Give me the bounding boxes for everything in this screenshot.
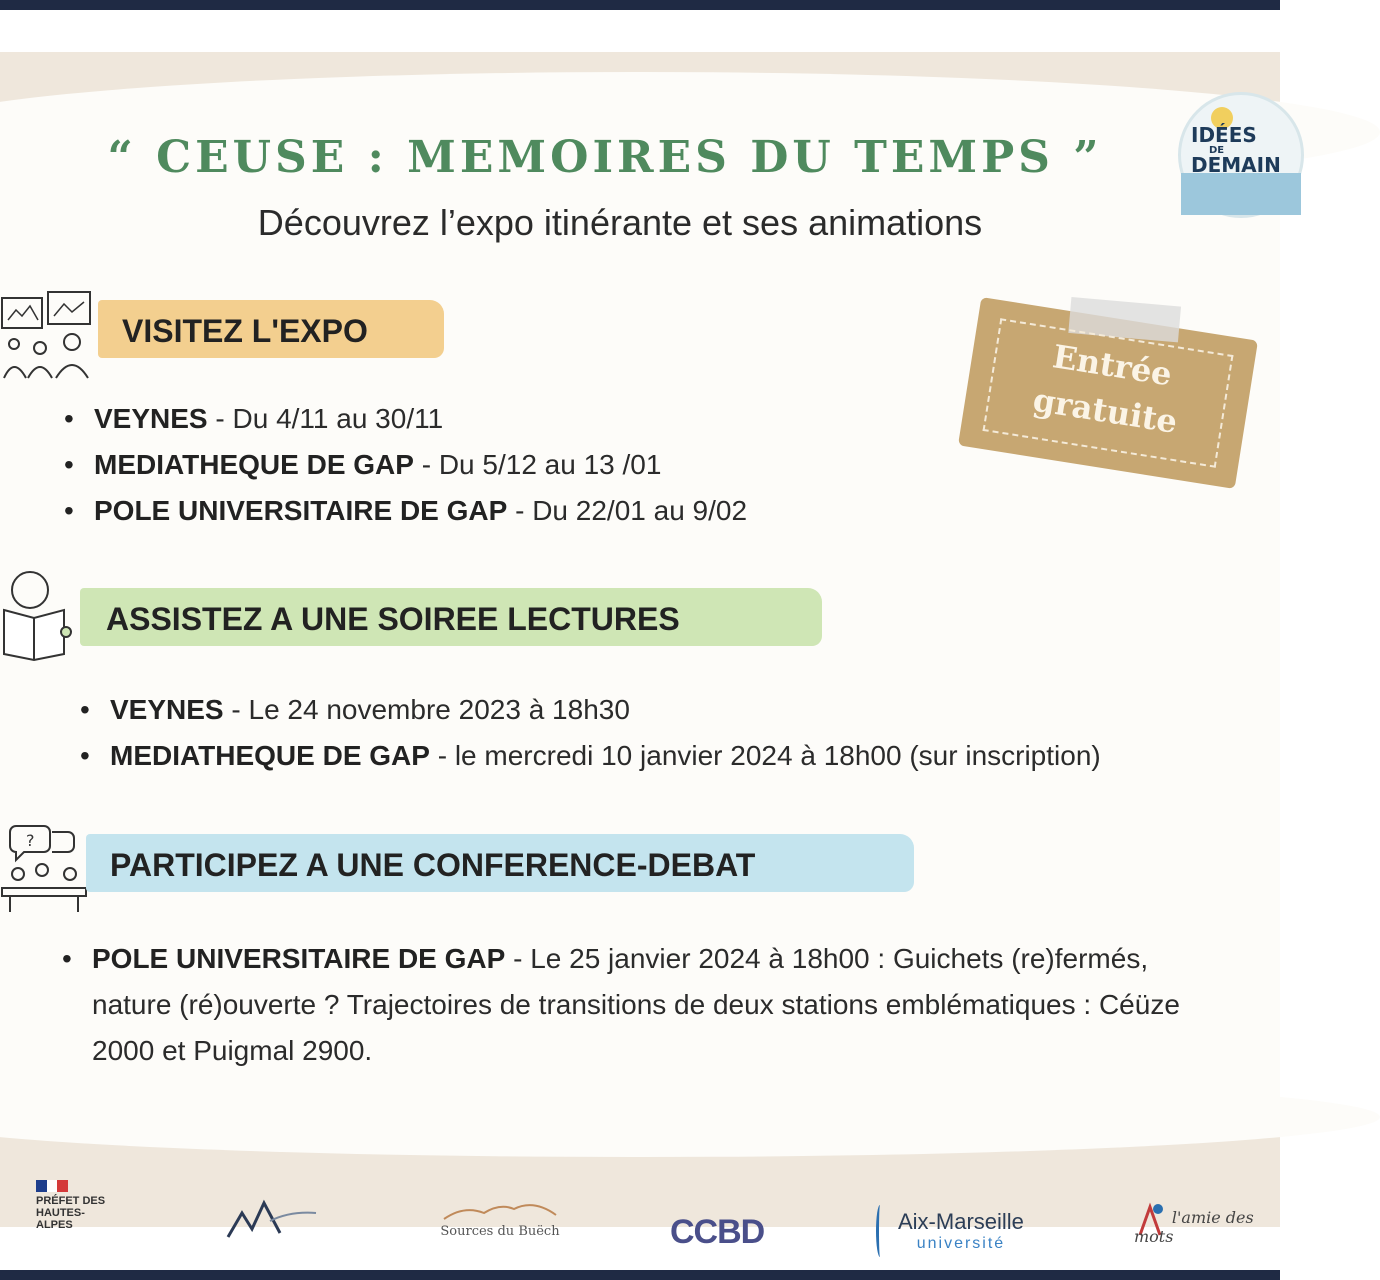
logo-line-2: DE bbox=[1209, 145, 1225, 156]
discussion-group-icon bbox=[0, 822, 90, 919]
logo-line-1: IDÉES bbox=[1191, 123, 1257, 147]
list-item-detail: - Du 5/12 au 13 /01 bbox=[413, 449, 662, 480]
list-item bbox=[64, 488, 944, 534]
list-item-place: MEDIATHEQUE DE GAP bbox=[94, 449, 414, 480]
expo-list bbox=[64, 396, 944, 534]
amie-des-mots-logo bbox=[1134, 1201, 1254, 1260]
logo-sky bbox=[1181, 173, 1301, 215]
amu-bracket bbox=[876, 1205, 884, 1257]
frame-top-border bbox=[0, 0, 1280, 10]
list-item bbox=[64, 396, 944, 442]
conference-heading-text: PARTICIPEZ A UNE CONFERENCE-DEBAT bbox=[110, 847, 756, 883]
mountain-logo bbox=[226, 1201, 322, 1244]
list-item bbox=[64, 442, 944, 488]
list-item-place: MEDIATHEQUE DE GAP bbox=[110, 740, 430, 771]
ccbd-logo: CCBD bbox=[670, 1213, 765, 1251]
amu-line-2: université bbox=[916, 1235, 1006, 1252]
ticket-line-1: Entrée bbox=[1050, 337, 1175, 394]
ticket-line-2: gratuite bbox=[1030, 380, 1180, 441]
poster-subtitle: Découvrez l’expo itinérante et ses animations bbox=[257, 202, 983, 243]
svg-text:?: ? bbox=[26, 831, 35, 850]
logo-line-3: DEMAIN bbox=[1191, 153, 1281, 177]
reading-person-icon bbox=[0, 570, 80, 665]
sources-label: Sources du Buëch bbox=[440, 1224, 560, 1239]
lectures-heading-text: ASSISTEZ A UNE SOIREE LECTURES bbox=[106, 601, 680, 637]
list-item-place: POLE UNIVERSITAIRE DE GAP bbox=[94, 495, 508, 526]
list-item bbox=[62, 936, 1212, 1074]
list-item-detail: - Le 24 novembre 2023 à 18h30 bbox=[223, 694, 630, 725]
frame-bottom-border bbox=[0, 1270, 1280, 1280]
expo-heading-text: VISITEZ L'EXPO bbox=[122, 313, 368, 349]
list-item-place: VEYNES bbox=[110, 694, 224, 725]
expo-heading bbox=[98, 300, 444, 358]
free-entry-ticket bbox=[958, 297, 1258, 489]
conference-list bbox=[62, 936, 1212, 1074]
list-item-detail: - le mercredi 10 janvier 2024 à 18h00 (sur inscription) bbox=[429, 740, 1101, 771]
lectures-heading bbox=[80, 588, 822, 646]
list-item-detail: - Du 4/11 au 30/11 bbox=[207, 403, 444, 434]
list-item-place: POLE UNIVERSITAIRE DE GAP bbox=[92, 943, 506, 974]
partner-logos bbox=[0, 1167, 1280, 1277]
list-item-place: VEYNES bbox=[94, 403, 208, 434]
list-item bbox=[80, 687, 1140, 733]
exhibition-icon bbox=[0, 282, 96, 387]
idees-de-demain-logo bbox=[1178, 92, 1304, 218]
poster-title: “ CEUSE : MEMOIRES DU TEMPS ” bbox=[107, 132, 1103, 183]
list-item bbox=[80, 733, 1140, 779]
lectures-list bbox=[80, 687, 1140, 779]
list-item-detail: - Le 25 janvier 2024 à 18h00 : Guichets (re)fermés, nature (ré)ouverte ? Trajectoires de transitions de deux stations emblématiques : Céüze 2000 et Puigmal 2900. bbox=[92, 943, 1180, 1066]
amu-line-1: Aix-Marseille bbox=[898, 1209, 1024, 1234]
prefet-logo bbox=[36, 1179, 126, 1231]
conference-heading bbox=[86, 834, 914, 892]
french-flag-icon bbox=[36, 1180, 68, 1192]
amie-label: l'amie des mots bbox=[1134, 1208, 1254, 1246]
list-item-detail: - Du 22/01 au 9/02 bbox=[507, 495, 748, 526]
sources-du-buech-logo bbox=[430, 1203, 570, 1239]
aix-marseille-logo bbox=[876, 1205, 1024, 1257]
prefet-label: PRÉFET DES HAUTES-ALPES bbox=[36, 1195, 106, 1231]
event-poster bbox=[0, 52, 1281, 1252]
